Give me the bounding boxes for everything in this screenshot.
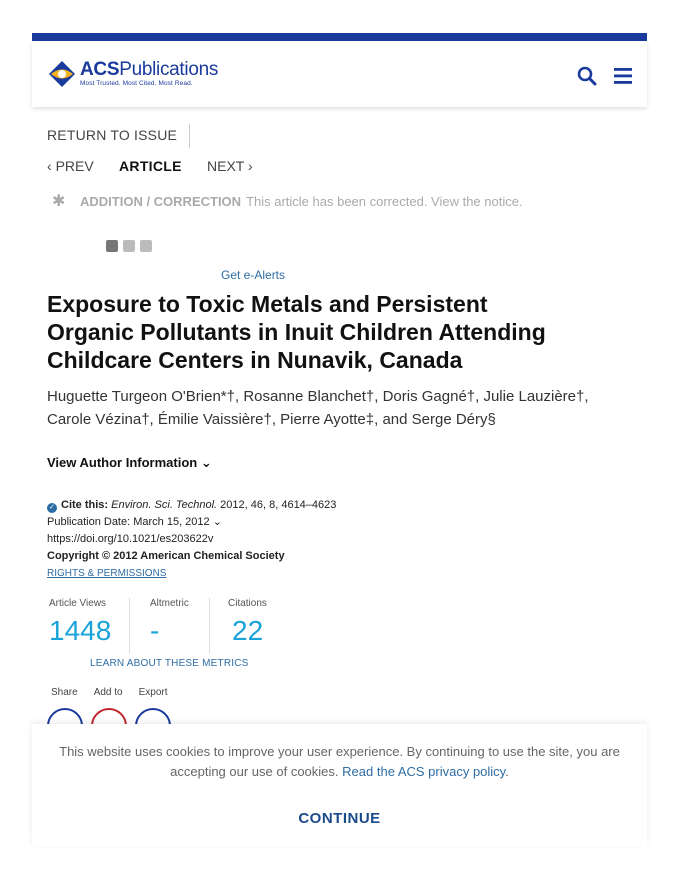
article-metrics: [47, 598, 293, 654]
cookie-text: This website uses cookies to improve your user experience. By continuing to use the site, you are accepting our use of cookies.: [59, 744, 620, 779]
chevron-down-icon: ⌄: [209, 516, 222, 528]
metric-views: [47, 598, 130, 654]
current-article-tab[interactable]: ARTICLE: [119, 158, 182, 174]
metric-views-value: 1448: [49, 615, 112, 646]
loader-dot: [106, 240, 118, 252]
cookie-message: This website uses cookies to improve your user experience. By continuing to use the site, you are accepting our use of cookies. Read the ACS privacy policy.: [59, 744, 620, 779]
metric-altmetric-label: Altmetric: [150, 598, 189, 609]
cookie-continue-button[interactable]: CONTINUE: [298, 810, 381, 827]
brand-prefix: ACS: [80, 59, 120, 81]
view-author-info-toggle[interactable]: [47, 455, 212, 471]
article-nav: [47, 158, 253, 174]
journal-name: Environ. Sci. Technol.: [111, 499, 218, 511]
authors-line-2[interactable]: Carole Vézina†, Émilie Vaissière†, Pierre Ayotte‡, and Serge Déry§: [47, 411, 496, 428]
next-label: NEXT: [207, 158, 245, 174]
prev-link[interactable]: [47, 158, 119, 174]
metric-views-label: Article Views: [49, 598, 107, 609]
top-accent-bar: [32, 33, 647, 41]
notice-label: ADDITION / CORRECTION: [80, 193, 242, 209]
correction-notice[interactable]: [52, 191, 523, 211]
metric-altmetric[interactable]: [130, 598, 210, 654]
cookie-banner: [32, 724, 647, 846]
prev-label: PREV: [55, 158, 94, 174]
get-ealerts-link[interactable]: Get e-Alerts: [221, 268, 286, 282]
export-label: Export: [138, 687, 168, 698]
notice-text: This article has been corrected. View the notice.: [246, 193, 523, 209]
metric-citations-label: Citations: [228, 598, 267, 609]
cite-this-label[interactable]: Cite this:: [61, 499, 109, 511]
publication-date[interactable]: [47, 514, 336, 531]
asterisk-icon: ✱: [52, 193, 66, 210]
nav-divider: [189, 124, 190, 148]
chevron-down-icon: ⌄: [200, 455, 212, 470]
loader-dot: [123, 240, 135, 252]
copyright-text: Copyright © 2012 American Chemical Society: [47, 550, 285, 562]
rights-permissions-link[interactable]: RIGHTS & PERMISSIONS: [47, 568, 167, 579]
next-link[interactable]: [207, 158, 253, 174]
search-icon[interactable]: [576, 65, 598, 87]
metric-citations[interactable]: [210, 598, 293, 654]
check-icon: ✓: [47, 503, 57, 513]
authors-line-1[interactable]: Huguette Turgeon O'Brien*†, Rosanne Blanchet†, Doris Gagné†, Julie Lauzière†,: [47, 388, 589, 405]
doi-link[interactable]: https://doi.org/10.1021/es203622v: [47, 533, 214, 545]
article-title: Exposure to Toxic Metals and Persistent Organic Pollutants in Inuit Children Attending Childcare Centers in Nunavik, Canada: [47, 291, 546, 373]
loading-indicator: [106, 240, 152, 252]
menu-icon[interactable]: [612, 65, 634, 87]
site-header: [32, 41, 647, 107]
share-label: Share: [51, 687, 78, 698]
brand-suffix: Publications: [119, 59, 219, 81]
publication-date-text: Publication Date: March 15, 2012: [47, 516, 210, 528]
chevron-right-icon: ›: [244, 158, 253, 174]
citation-details: 2012, 46, 8, 4614–4623: [220, 499, 337, 511]
chevron-left-icon: ‹: [47, 158, 56, 174]
brand-tagline: Most Trusted. Most Cited. Most Read.: [80, 80, 193, 88]
metric-citations-value: 22: [232, 615, 264, 646]
add-to-label: Add to: [93, 687, 123, 698]
author-info-label: View Author Information: [47, 455, 198, 470]
article-actions-labels: [51, 687, 168, 698]
author-list: [47, 385, 637, 431]
acs-logo-icon: [47, 59, 77, 89]
acs-logo[interactable]: [47, 59, 218, 89]
return-to-issue-link[interactable]: RETURN TO ISSUE: [47, 127, 178, 143]
privacy-policy-link[interactable]: Read the ACS privacy policy: [342, 764, 506, 779]
loader-dot: [140, 240, 152, 252]
metric-altmetric-value: -: [150, 615, 160, 646]
citation-block: [47, 497, 336, 582]
learn-metrics-link[interactable]: LEARN ABOUT THESE METRICS: [90, 658, 249, 669]
